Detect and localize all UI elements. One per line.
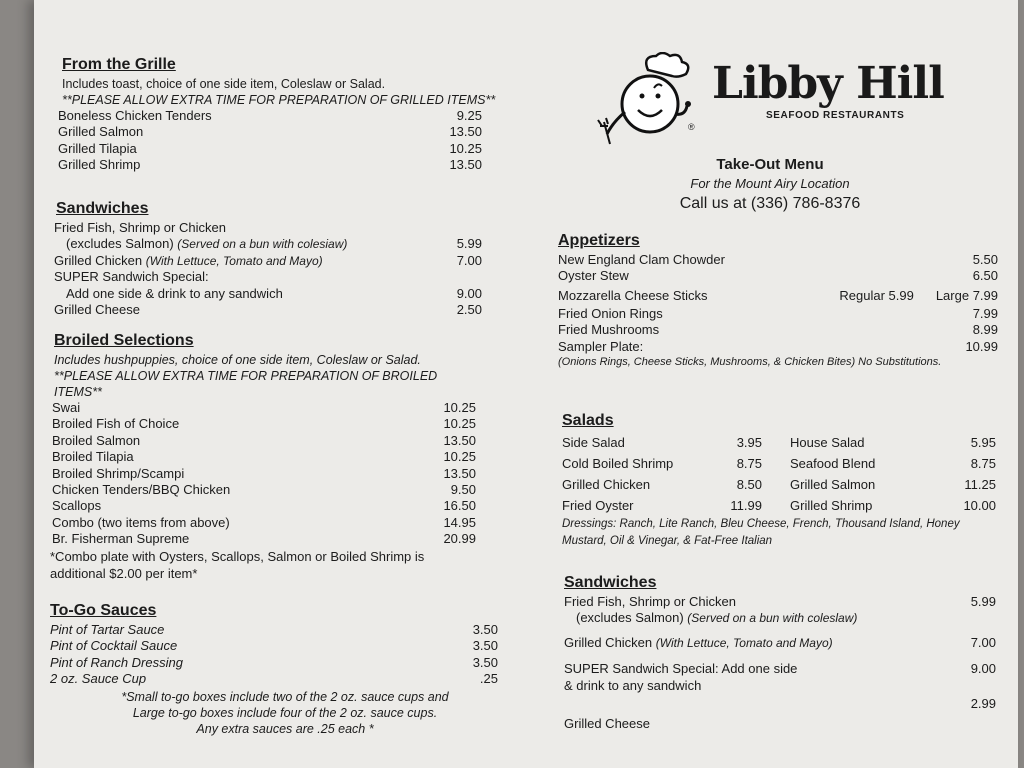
menu-item [52,498,476,514]
menu-item [52,416,476,432]
menu-item [558,306,998,322]
menu-item [50,655,498,671]
menu-item [52,515,476,531]
item-name: Oyster Stew [558,268,629,284]
item-name: Fried Mushrooms [558,322,660,338]
item-name: Swai [52,400,81,415]
menu-item [52,449,476,465]
item-name: 2 oz. Sauce Cup [50,671,147,687]
grille-items [58,108,482,174]
menu-item: (excludes Salmon) (Served on a bun with coleslaw) [576,610,858,626]
sandwiches-left-title: Sandwiches [56,200,149,217]
sampler-note: (Onions Rings, Cheese Sticks, Mushrooms, & Chicken Bites) No Substitutions. [558,356,942,369]
item-price: 3.50 [472,654,498,670]
item-name: Boneless Chicken Tenders [58,108,212,123]
header [560,155,980,215]
broiled-items [52,400,476,548]
grille-title: From the Grille [62,56,176,73]
item-name: Broiled Salmon [52,432,141,448]
mascot-icon [570,52,710,152]
salad-price: 8.75 [970,456,996,471]
menu-item: Fried Fish, Shrimp or Chicken 5.99 [564,594,996,609]
item-price: 13.50 [449,124,482,140]
broiled-section [50,332,510,582]
broiled-title: Broiled Selections [54,332,194,349]
appetizers-title: Appetizers [558,232,640,249]
menu-item [50,622,498,638]
menu-item: Grilled Cheese 2.50 [54,302,482,318]
item-name: Pint of Tartar Sauce [50,622,165,637]
sauce-items [50,622,498,688]
item-name: Grilled Tilapia [58,140,137,156]
menu-item: Grilled Chicken (With Lettuce, Tomato and Mayo) 7.00 [54,252,482,268]
menu-item: & drink to any sandwich [564,677,702,693]
menu-item: Grilled Cheese [564,716,650,732]
salad-price: 8.50 [736,477,762,492]
menu-item [58,124,482,140]
item-name: Pint of Ranch Dressing [50,654,183,670]
item-name: Br. Fisherman Supreme [52,531,190,547]
appetizer-items [558,252,998,285]
salad-price: 8.75 [736,456,762,471]
menu-item [50,638,498,654]
menu-item [558,268,998,284]
menu-item [52,400,476,416]
menu-item: Grilled Chicken (With Lettuce, Tomato and Mayo) 7.00 [564,634,996,650]
menu-item: Add one side & drink to any sandwich 9.00 [66,285,482,301]
grille-section [50,56,510,174]
item-price: 10.99 [965,338,998,354]
broiled-footer: *Combo plate with Oysters, Scallops, Salmon or Boiled Shrimp is additional $2.00 per item* [50,548,425,581]
location-line: For the Mount Airy Location [690,176,850,191]
item-price: 20.99 [443,531,476,547]
item-price: 5.50 [972,252,998,267]
salad-grid [562,432,996,516]
item-name: Broiled Tilapia [52,449,134,465]
salads-section [558,412,1008,550]
logo [570,52,944,152]
item-price: 10.25 [443,449,476,465]
sandwiches-left-section [50,200,510,318]
menu-item [52,531,476,547]
salad-name: House Salad [790,435,865,450]
item-price: 13.50 [443,465,476,481]
menu-item: 2.99 [970,696,996,712]
item-price: 7.99 [972,305,998,321]
item-price: 10.25 [443,400,476,415]
menu-item: Mozzarella Cheese Sticks Regular 5.99 Large 7.99 [558,287,998,303]
appetizers-section [558,232,1008,370]
salad-name: Fried Oyster [562,498,634,513]
item-price: 14.95 [443,514,476,530]
item-price: 3.50 [472,638,498,654]
item-price: 9.50 [450,482,476,498]
dressings-note: Dressings: Ranch, Lite Ranch, Bleu Cheese, French, Thousand Island, Honey Mustard, Oil & Vinegar, & Fat-Free Italian [562,518,960,547]
logo-subtitle: SEAFOOD RESTAURANTS [766,110,905,121]
appetizer-items-2 [558,306,998,355]
salad-name: Seafood Blend [790,456,876,471]
registered-mark: ® [688,122,695,132]
item-price: 13.50 [443,432,476,448]
sandwiches-right-title: Sandwiches [564,574,657,591]
salad-name: Grilled Shrimp [790,498,873,513]
item-name: Broiled Shrimp/Scampi [52,465,185,481]
menu-item [558,322,998,338]
salad-name: Grilled Chicken [562,477,651,492]
item-price: 10.25 [443,416,476,432]
salad-name: Grilled Salmon [790,477,876,492]
broiled-note: Includes hushpuppies, choice of one side item, Coleslaw or Salad. [54,353,421,367]
broiled-warning: **PLEASE ALLOW EXTRA TIME FOR PREPARATION OF BROILED ITEMS** [54,369,438,399]
item-price: .25 [479,671,498,687]
item-price: 16.50 [443,498,476,514]
item-name: Pint of Cocktail Sauce [50,638,178,654]
menu-item: SUPER Sandwich Special: [54,269,209,285]
item-name: Sampler Plate: [558,338,644,354]
item-name: New England Clam Chowder [558,252,725,267]
phone-line: Call us at (336) 786-8376 [679,195,861,212]
item-price: 13.50 [449,157,482,173]
salad-price: 11.25 [964,477,996,492]
menu-item: (excludes Salmon) (Served on a bun with colesiaw) 5.99 [66,236,482,252]
sauces-section [50,602,510,737]
menu-item [58,108,482,124]
menu-item [58,157,482,173]
item-name: Chicken Tenders/BBQ Chicken [52,482,231,498]
salad-name: Side Salad [562,435,625,450]
sandwiches-right-section [558,574,1008,733]
menu-item [558,339,998,355]
sauces-title: To-Go Sauces [50,602,157,619]
page-title: Take-Out Menu [716,156,824,173]
salad-price: 5.95 [970,435,996,450]
item-price: 8.99 [972,322,998,338]
item-price: 6.50 [972,268,998,284]
salad-price: 3.95 [736,435,762,450]
item-name: Grilled Salmon [58,124,144,140]
item-name: Combo (two items from above) [52,514,230,530]
item-name: Scallops [52,498,102,514]
item-price: 9.25 [456,108,482,123]
salad-price: 10.00 [963,498,996,513]
grille-warning: **PLEASE ALLOW EXTRA TIME FOR PREPARATION OF GRILLED ITEMS** [62,93,496,107]
logo-wordmark: Libby Hill [712,58,944,109]
menu-item [52,482,476,498]
sauces-notes: *Small to-go boxes include two of the 2 oz. sauce cups and Large to-go boxes include four of the 2 oz. sauce cups. Any extra sauces are .25 each * [121,689,449,736]
salad-name: Cold Boiled Shrimp [562,456,674,471]
grille-note: Includes toast, choice of one side item, Coleslaw or Salad. [62,77,386,91]
menu-item [50,671,498,687]
menu-item [58,141,482,157]
menu-item [52,466,476,482]
item-name: Fried Onion Rings [558,305,663,321]
menu-item [558,252,998,268]
item-price: 10.25 [449,140,482,156]
item-name: Broiled Fish of Choice [52,416,180,432]
item-name: Grilled Shrimp [58,157,141,173]
salad-price: 11.99 [730,498,762,513]
menu-item: Fried Fish, Shrimp or Chicken [54,220,226,235]
menu-item [52,433,476,449]
item-price: 3.50 [472,622,498,637]
menu-item: SUPER Sandwich Special: Add one side 9.00 [564,661,996,677]
salads-title: Salads [562,412,614,429]
